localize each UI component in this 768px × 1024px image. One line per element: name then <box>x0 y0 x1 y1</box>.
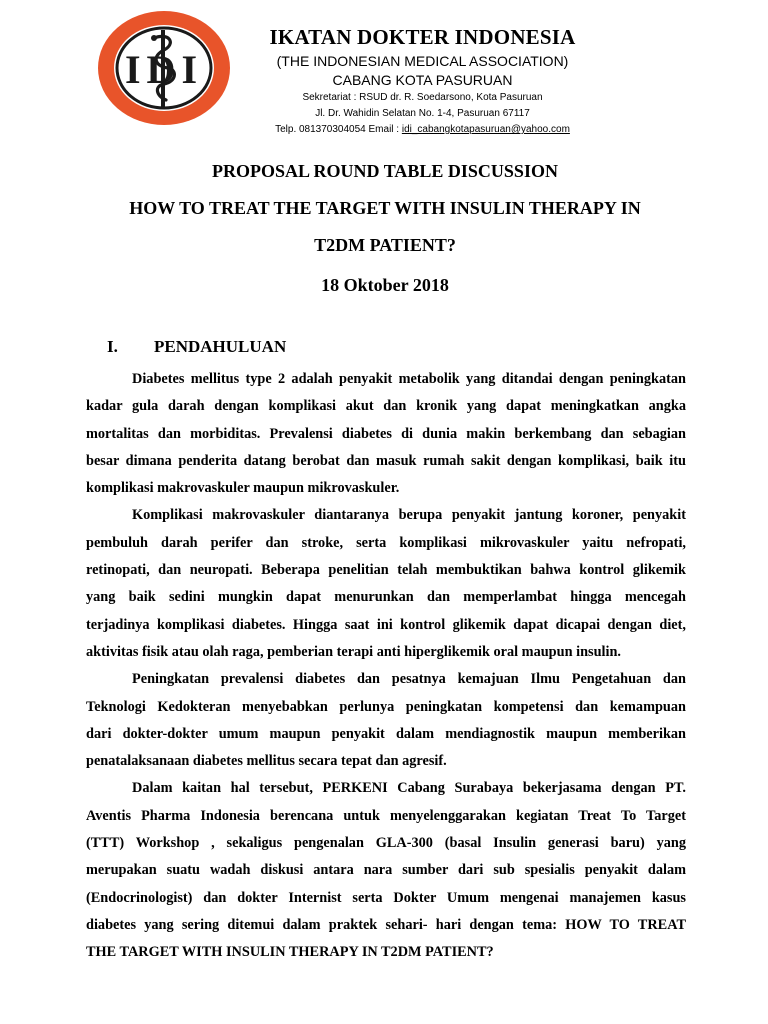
paragraph-line: THE TARGET WITH INSULIN THERAPY IN T2DM PATIENT? <box>86 944 494 961</box>
paragraph <box>86 502 686 666</box>
paragraph-line: aktivitas fisik atau olah raga, pemberian terapi anti hiperglikemik oral maupun insulin. <box>86 643 622 660</box>
secretariat-line: Sekretariat : RSUD dr. R. Soedarsono, Kota Pasuruan <box>302 92 543 103</box>
title-line-3: T2DM PATIENT? <box>314 235 456 255</box>
paragraph-line: komplikasi makrovaskuler maupun mikrovaskuler. <box>86 480 400 497</box>
paragraph <box>86 366 686 502</box>
paragraph-line: penatalaksanaan diabetes mellitus secara tepat dan agresif. <box>86 753 447 770</box>
organization-english-name: (THE INDONESIAN MEDICAL ASSOCIATION) <box>276 53 569 69</box>
paragraph-line: (TTT) Workshop , sekaligus pengenalan GLA-300 (basal Insulin generasi baru) yang <box>86 835 686 852</box>
paragraph-line: retinopati, dan neuropati. Beberapa penelitian telah membuktikan bahwa kontrol glikemik <box>86 562 686 579</box>
paragraph-line: Dalam kaitan hal tersebut, PERKENI Cabang Surabaya bekerjasama dengan PT. <box>132 780 686 797</box>
letterhead <box>0 0 768 140</box>
phone-label: Telp. 081370304054 Email : <box>275 124 402 135</box>
paragraph <box>86 666 686 775</box>
paragraph-line: Teknologi Kedokteran menyebabkan perlunya peningkatan kompetensi dan kemampuan <box>86 698 686 715</box>
paragraph-line: pembuluh darah perifer dan stroke, serta komplikasi mikrovaskuler yaitu nefropati, <box>86 534 686 551</box>
section-title: PENDAHULUAN <box>154 337 287 356</box>
title-line-2: HOW TO TREAT THE TARGET WITH INSULIN THERAPY IN <box>129 198 641 218</box>
paragraph-line: Peningkatan prevalensi diabetes dan pesatnya kemajuan Ilmu Pengetahuan dan <box>132 671 686 688</box>
paragraph-line: Diabetes mellitus type 2 adalah penyakit metabolik yang ditandai dengan peningkatan <box>132 371 686 387</box>
paragraph-line: dari dokter-dokter umum maupun penyakit dalam mendiagnostik maupun memberikan <box>86 725 686 742</box>
idi-logo <box>94 8 234 128</box>
paragraph-line: Komplikasi makrovaskuler diantaranya berupa penyakit jantung koroner, penyakit <box>132 507 686 524</box>
paragraph-line: merupakan suatu wadah diskusi antara nara sumber dari sub spesialis penyakit dalam <box>86 862 686 879</box>
title-line-1: PROPOSAL ROUND TABLE DISCUSSION <box>212 161 558 181</box>
paragraph-line: mortalitas dan morbiditas. Prevalensi diabetes di dunia makin berkembang dan sebagian <box>86 425 686 442</box>
organization-branch: CABANG KOTA PASURUAN <box>332 72 513 88</box>
event-date: 18 Oktober 2018 <box>321 275 449 295</box>
contact-line <box>250 122 595 138</box>
section-number: I. <box>107 337 118 356</box>
paragraph <box>86 775 686 966</box>
section-heading <box>107 335 286 359</box>
organization-info <box>250 22 595 138</box>
organization-name: IKATAN DOKTER INDONESIA <box>269 25 576 49</box>
paragraph-line: Aventis Pharma Indonesia berencana untuk menyelenggarakan kegiatan Treat To Target <box>86 807 686 824</box>
paragraph-line: (Endocrinologist) dan dokter Internist serta Dokter Umum mengenai manajemen kasus <box>86 889 686 906</box>
proposal-title <box>60 153 710 304</box>
paragraph-line: diabetes yang sering ditemui dalam praktek sehari- hari dengan tema: HOW TO TREAT <box>86 916 686 933</box>
body-text <box>86 366 686 967</box>
paragraph-line: besar dimana penderita datang berobat dan masuk rumah sakit dengan komplikasi, baik itu <box>86 452 686 469</box>
paragraph-line: kadar gula darah dengan komplikasi akut dan kronik yang dapat meningkatkan angka <box>86 398 686 415</box>
email-link[interactable]: idi_cabangkotapasuruan@yahoo.com <box>401 124 570 135</box>
logo-text: IDI <box>124 47 204 92</box>
paragraph-line: terjadinya komplikasi diabetes. Hingga saat ini kontrol glikemik dapat dicapai dengan diet, <box>86 616 686 633</box>
address-line: Jl. Dr. Wahidin Selatan No. 1-4, Pasuruan 67117 <box>315 108 530 119</box>
paragraph-line: yang baik sedini mungkin dapat menurunkan dan memperlambat hingga mencegah <box>86 589 686 606</box>
